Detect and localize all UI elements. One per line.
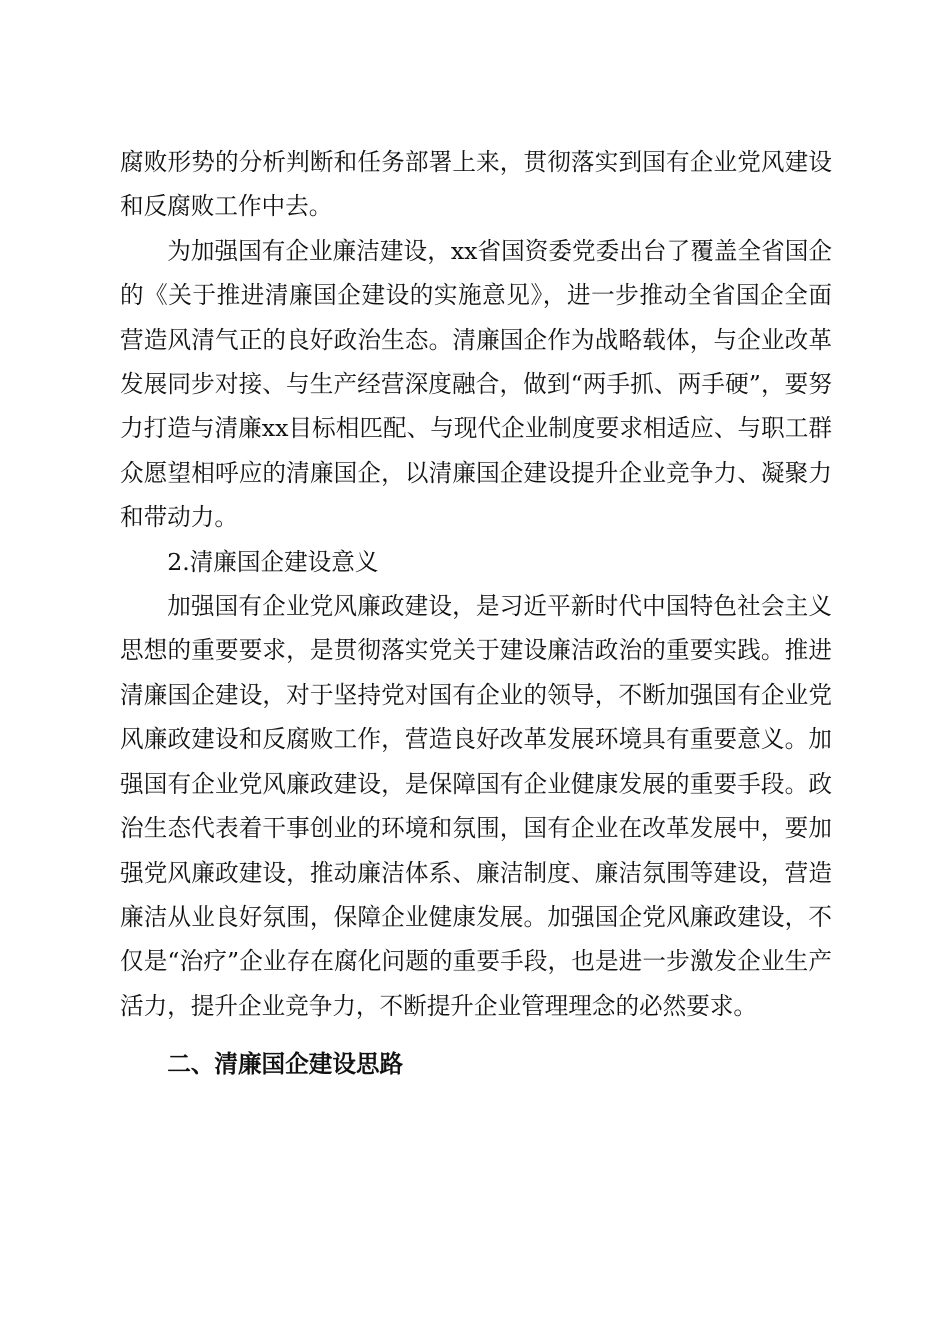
subheading: 2.清廉国企建设意义 [167,547,379,576]
body-paragraph: 为加强国有企业廉洁建设，xx省国资委党委出台了覆盖全省国企的《关于推进清廉国企建设的实施意见》，进一步推动全省国企全面营造风清气正的良好政治生态。清廉国企作为战略载体，与企业改革发展同步对接、与生产经营深度融合，做到“两手抓、两手硬”，要努力打造与清廉xx目标相匹配、与现代企业制度要求相适应、与职工群众愿望相呼应的清廉国企，以清廉国企建设提升企业竞争力、凝聚力和带动力。 [120,236,832,532]
body-paragraph: 加强国有企业党风廉政建设，是习近平新时代中国特色社会主义思想的重要要求，是贯彻落实党关于建设廉洁政治的重要实践。推进清廉国企建设，对于坚持党对国有企业的领导，不断加强国有企业党风廉政建设和反腐败工作，营造良好改革发展环境具有重要意义。加强国有企业党风廉政建设，是保障国有企业健康发展的重要手段。政治生态代表着干事创业的环境和氛围，国有企业在改革发展中，要加强党风廉政建设，推动廉洁体系、廉洁制度、廉洁氛围等建设，营造廉洁从业良好氛围，保障企业健康发展。加强国企党风廉政建设，不仅是“治疗”企业存在腐化问题的重要手段，也是进一步激发企业生产活力，提升企业竞争力，不断提升企业管理理念的必然要求。 [120,592,832,1020]
continued-paragraph: 腐败形势的分析判断和任务部署上来，贯彻落实到国有企业党风建设和反腐败工作中去。 [120,148,832,221]
document-body [120,140,832,1086]
section-heading: 二、清廉国企建设思路 [167,1050,404,1079]
